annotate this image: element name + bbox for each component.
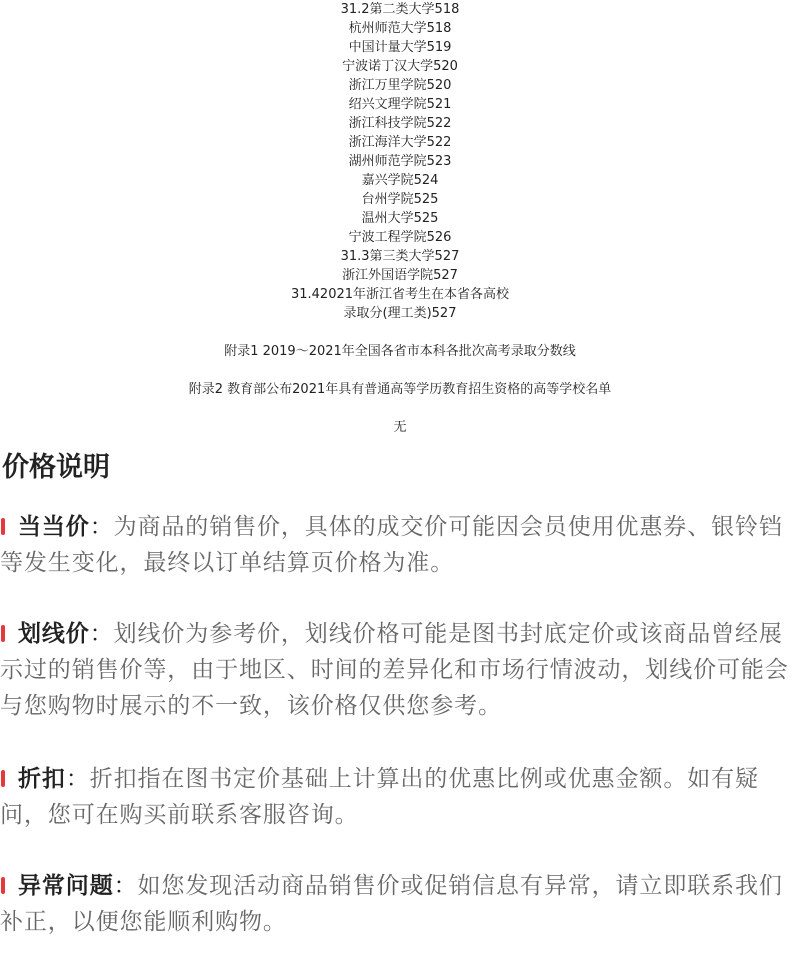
toc-entry: 宁波工程学院526 <box>348 230 452 245</box>
toc-entry: 31.2第二类大学518 <box>340 2 460 17</box>
price-section-heading: 价格说明 <box>2 452 110 483</box>
toc-entry: 31.3第三类大学527 <box>340 249 460 264</box>
accent-bar-icon <box>1 625 5 642</box>
toc-entry: 浙江万里学院520 <box>348 78 452 93</box>
toc-entry: 31.42021年浙江省考生在本省各高校 <box>290 287 510 302</box>
table-of-contents <box>0 0 800 323</box>
price-term: 当当价 <box>18 514 90 540</box>
toc-entry: 嘉兴学院524 <box>361 173 439 188</box>
toc-entry: 浙江海洋大学522 <box>348 135 452 150</box>
price-item-abnormal-issue <box>0 868 796 940</box>
price-colon: ： <box>65 766 90 792</box>
toc-none-text: 无 <box>393 420 407 435</box>
toc-entry: 浙江外国语学院527 <box>342 268 458 283</box>
price-colon: ： <box>89 621 114 647</box>
price-description: 划线价为参考价，划线价格可能是图书封底定价或该商品曾经展示过的销售价等，由于地区、时间的差异化和市场行情波动，划线价可能会与您购物时展示的不一致，该价格仅供您参考。 <box>0 621 789 719</box>
price-description: 为商品的销售价，具体的成交价可能因会员使用优惠券、银铃铛等发生变化，最终以订单结算页价格为准。 <box>0 514 783 576</box>
toc-entry: 台州学院525 <box>361 192 439 207</box>
toc-entry: 杭州师范大学518 <box>348 21 452 36</box>
price-colon: ： <box>113 873 138 899</box>
price-description: 如您发现活动商品销售价或促销信息有异常，请立即联系我们补正，以便您能顺利购物。 <box>0 873 783 935</box>
price-colon: ： <box>89 514 114 540</box>
accent-bar-icon <box>1 518 5 535</box>
toc-entry: 浙江科技学院522 <box>348 116 452 131</box>
accent-bar-icon <box>1 877 5 894</box>
toc-entry: 宁波诺丁汉大学520 <box>342 59 458 74</box>
toc-appendix-2: 附录2 教育部公布2021年具有普通高等学历教育招生资格的高等学校名单 <box>188 382 612 397</box>
price-item-dangdang-price <box>0 509 796 581</box>
toc-entry: 绍兴文理学院521 <box>348 97 452 112</box>
price-term: 折扣 <box>18 766 66 792</box>
price-description: 折扣指在图书定价基础上计算出的优惠比例或优惠金额。如有疑问，您可在购买前联系客服咨询。 <box>0 766 759 828</box>
toc-entry: 中国计量大学519 <box>348 40 452 55</box>
price-term: 异常问题 <box>18 873 114 899</box>
toc-entry: 湖州师范学院523 <box>348 154 452 169</box>
toc-entry: 录取分(理工类)527 <box>343 306 457 321</box>
price-item-lined-price <box>0 616 796 724</box>
toc-appendix-1: 附录1 2019～2021年全国各省市本科各批次高考录取分数线 <box>224 344 576 359</box>
accent-bar-icon <box>1 770 5 787</box>
price-term: 划线价 <box>18 621 90 647</box>
toc-entry: 温州大学525 <box>361 211 439 226</box>
price-item-discount <box>0 761 796 833</box>
